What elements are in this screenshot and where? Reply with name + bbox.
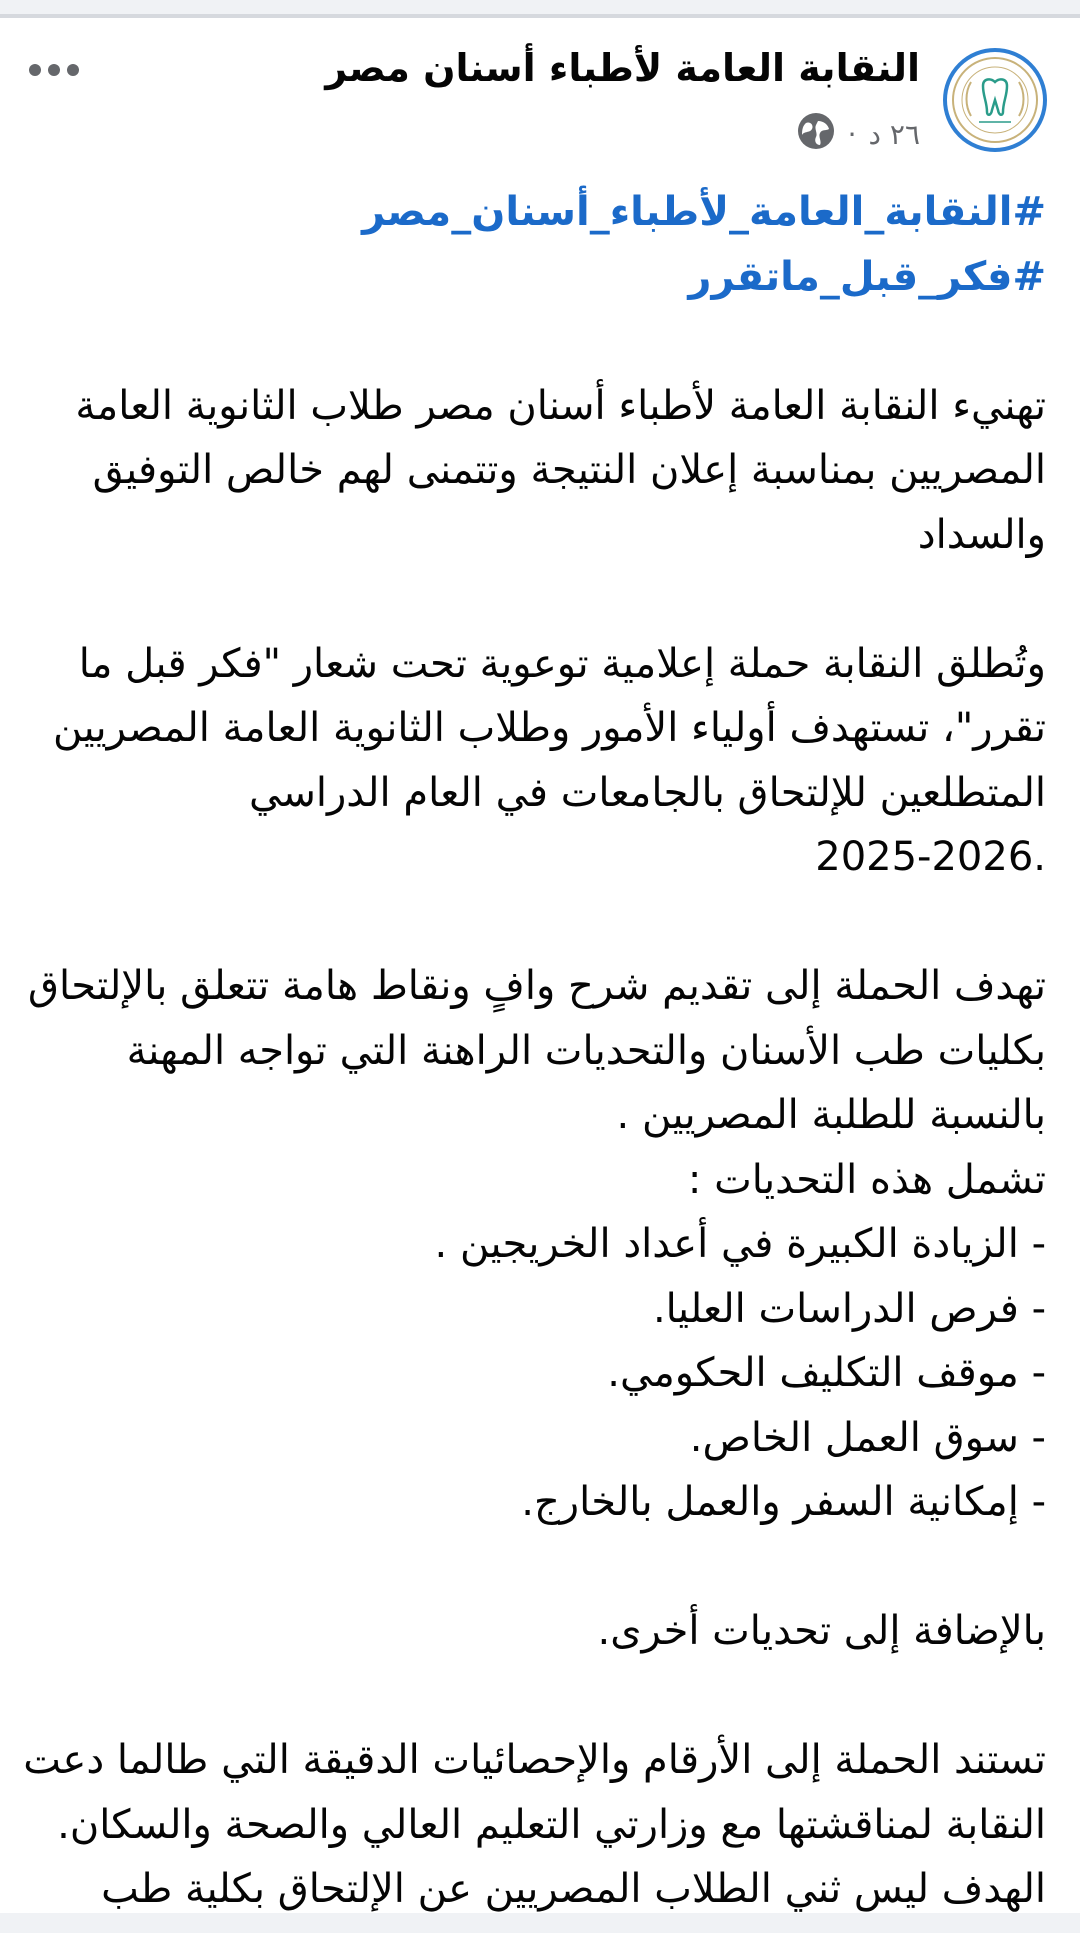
post-line: - فرص الدراسات العليا. [652, 1285, 1046, 1332]
post-line: - إمكانية السفر والعمل بالخارج. [521, 1479, 1046, 1525]
post-line: بالإضافة إلى تحديات أخرى. [597, 1608, 1046, 1654]
more-options-button[interactable] [24, 48, 84, 92]
meta-separator: · [847, 117, 857, 151]
post-line [34, 567, 1046, 632]
post-line: - الزيادة الكبيرة في أعداد الخريجين . [434, 1221, 1046, 1267]
post-line [34, 890, 1046, 955]
post-text [23, 180, 1046, 1922]
top-strip [0, 0, 1080, 14]
hashtag-link[interactable]: #النقابة_العامة_لأطباء_أسنان_مصر [362, 189, 1046, 235]
hashtag-link[interactable]: #فكر_قبل_ماتقرر [688, 253, 1046, 300]
post-timestamp[interactable]: ٢٦ د [868, 117, 920, 151]
post-line: تستند الحملة إلى الأرقام والإحصائيات الدقيقة التي طالما دعت [23, 1737, 1046, 1783]
post-line [34, 1664, 1046, 1729]
post-line: - موقف التكليف الحكومي. [607, 1350, 1046, 1396]
post-line [34, 1535, 1046, 1600]
post-line: بكليات طب الأسنان والتحديات الراهنة التي تواجه المهنة [126, 1027, 1046, 1074]
globe-icon[interactable] [796, 111, 836, 158]
post-line: وتُطلق النقابة حملة إعلامية توعوية تحت شعار "فكر قبل ما [78, 640, 1046, 687]
post-line: بالنسبة للطلبة المصريين . [616, 1092, 1046, 1138]
top-divider [0, 14, 1080, 18]
bottom-strip [0, 1913, 1080, 1933]
post-line: تهنيء النقابة العامة لأطباء أسنان مصر طلاب الثانوية العامة [75, 382, 1046, 429]
spacer [34, 309, 1046, 374]
post-line: تهدف الحملة إلى تقديم شرح وافٍ ونقاط هامة تتعلق بالإلتحاق [27, 963, 1046, 1009]
post-line: النقابة لمناقشتها مع وزارتي التعليم العالي والصحة والسكان. [57, 1801, 1046, 1848]
post-line: تقرر"، تستهدف أولياء الأمور وطلاب الثانوية العامة المصريين [53, 705, 1046, 751]
page-avatar[interactable] [943, 48, 1047, 152]
post-meta [796, 112, 920, 156]
post-line: المتطلعين للإلتحاق بالجامعات في العام الدراسي [249, 769, 1046, 816]
post-line: 2025-2026. [815, 834, 1046, 880]
dental-syndicate-logo-icon [949, 54, 1041, 146]
post-line: تشمل هذه التحديات : [687, 1156, 1046, 1203]
post-line: المصريين بمناسبة إعلان النتيجة وتتمنى لهم خالص التوفيق [92, 447, 1046, 493]
page-name-link[interactable]: النقابة العامة لأطباء أسنان مصر [325, 46, 920, 90]
more-horizontal-icon [28, 63, 80, 77]
post-line: والسداد [917, 511, 1046, 558]
post-line: الهدف ليس ثني الطلاب المصريين عن الإلتحاق بكلية طب [101, 1866, 1046, 1912]
post-line: - سوق العمل الخاص. [689, 1414, 1046, 1461]
